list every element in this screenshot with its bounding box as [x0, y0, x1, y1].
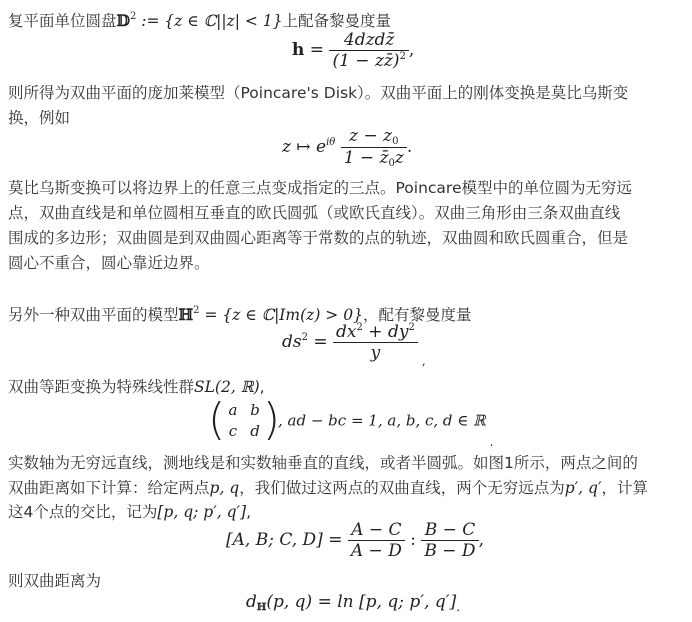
- math-sup: 2: [129, 11, 137, 22]
- fraction: [421, 520, 478, 561]
- math-sub: 0: [388, 158, 395, 169]
- left-paren: (: [208, 394, 226, 445]
- equation-hyperbolic-distance: [246, 592, 460, 614]
- paragraph-mobius-properties: 莫比乌斯变换可以将边界上的任意三点变成指定的三点。Poincare模型中的单位圆为无穷远: [8, 179, 632, 197]
- paragraph-mobius-properties-3: 围成的多边形；双曲圆是到双曲圆心距离等于常数的点的轨迹，双曲圆和欧氏圆重合，但是: [8, 229, 629, 247]
- matrix-entry-c: c: [228, 422, 238, 440]
- fraction-denominator: [341, 147, 407, 169]
- math-punct: .: [406, 137, 413, 157]
- math-halfplane-symbol: ℍ: [178, 305, 194, 324]
- equation-cross-ratio: [226, 520, 484, 561]
- paragraph-isometry: [8, 376, 265, 398]
- math-colon: :: [404, 530, 422, 550]
- matrix-row: [222, 400, 266, 421]
- math-d: d: [246, 592, 257, 612]
- matrix-row: [222, 421, 266, 442]
- math-punct: .: [456, 600, 461, 614]
- equation-halfplane-metric: [282, 322, 426, 368]
- text: ,: [246, 503, 251, 521]
- math-num-mid: + dy: [362, 322, 409, 342]
- math-sup: 2: [193, 305, 200, 316]
- matrix: [208, 394, 280, 445]
- equation-disk-metric: [292, 30, 414, 71]
- fraction-denominator: A − D: [348, 540, 405, 561]
- math-punct: .: [489, 434, 494, 449]
- math-punct: ,: [478, 530, 484, 550]
- math-pq-prime: p′, q′: [564, 479, 602, 497]
- fraction-numerator: A − C: [351, 520, 402, 540]
- fraction: [329, 30, 408, 71]
- math-sub: 0: [392, 136, 399, 147]
- fraction: [348, 520, 405, 561]
- fraction-numerator: 4dzdz̄: [343, 30, 395, 50]
- math-sl2r: SL(2, ℝ): [194, 378, 260, 396]
- text: ,: [259, 378, 265, 396]
- fraction-denominator: B − D: [421, 540, 478, 561]
- fraction-numerator: B − C: [424, 520, 476, 540]
- paragraph-mobius-properties-2: 点，双曲直线是和单位圆相互垂直的欧氏圆弧（或欧氏直线）。双曲三角形由三条双曲直线: [8, 204, 621, 222]
- text: ，配有黎曼度量: [362, 306, 472, 324]
- math-h: h: [292, 40, 305, 60]
- math-sup: 2: [408, 322, 415, 333]
- math-sup: 2: [356, 322, 363, 333]
- math-sup: 2: [301, 332, 308, 343]
- math-equals: =: [307, 332, 334, 352]
- text: 上配备黎曼度量: [282, 12, 392, 30]
- equation-matrix: [208, 394, 494, 449]
- text: 另外一种双曲平面的模型: [8, 306, 179, 324]
- math-num: dx: [336, 322, 357, 342]
- math-disk-symbol: 𝔻: [116, 11, 130, 30]
- math-sup: iθ: [326, 137, 336, 148]
- math-den: (1 − zz̄): [332, 51, 400, 71]
- fraction-numerator: [341, 126, 407, 147]
- math-pq: p, q: [209, 479, 240, 497]
- text: ，我们做过这两点的双曲直线，两个无穷远点为: [239, 479, 565, 497]
- paragraph-distance: 实数轴为无穷远直线，测地线是和实数轴垂直的直线，或者半圆弧。如图1所示，两点之间的: [8, 454, 638, 472]
- paragraph-disk-model: [8, 6, 391, 32]
- math-sup: 2: [399, 51, 406, 62]
- fraction-denominator: [329, 50, 408, 71]
- math-punct: ,: [408, 40, 415, 60]
- matrix-entry-d: d: [250, 422, 260, 440]
- fraction-numerator: [333, 322, 418, 342]
- paragraph-distance-2: [8, 477, 648, 499]
- paragraph-poincare: 则所得为双曲平面的庞加莱模型（Poincare's Disk）。双曲平面上的刚体变换是莫比乌斯变: [8, 84, 629, 102]
- matrix-entry-a: a: [228, 401, 238, 419]
- math-sub: ℍ: [256, 602, 267, 613]
- paragraph-mobius-properties-4: 圆心不重合，圆心靠近边界。: [8, 254, 210, 272]
- equation-mobius: [282, 126, 412, 169]
- math-equals: =: [304, 40, 330, 60]
- fraction: [333, 322, 418, 363]
- math-distance-expr: (p, q) = ln [p, q; p′, q′]: [266, 592, 457, 612]
- right-paren: ): [262, 394, 280, 445]
- math-disk-set: := {z ∈ ℂ||z| < 1}: [136, 12, 283, 30]
- text: 复平面单位圆盘: [8, 12, 117, 30]
- text: 双曲距离如下计算：给定两点: [8, 479, 210, 497]
- math-den-tail: z: [394, 148, 404, 168]
- paragraph-distance-3: [8, 501, 251, 523]
- math-den: 1 − z̄: [343, 148, 389, 168]
- math-halfplane-set: = {z ∈ ℂ|Im(z) > 0}: [199, 306, 363, 324]
- math-cross-ratio: [p, q; p′, q′]: [157, 503, 247, 521]
- math-lhs: [A, B; C, D] =: [226, 530, 348, 550]
- fraction: [341, 126, 407, 169]
- text: 这4个点的交比，记为: [8, 503, 158, 521]
- paragraph-distance-formula: 则双曲距离为: [8, 572, 102, 590]
- text: ，计算: [601, 479, 648, 497]
- math-ds: ds: [282, 332, 302, 352]
- matrix-entry-b: b: [250, 401, 260, 419]
- math-map: z ↦ e: [282, 137, 327, 157]
- text: 双曲等距变换为特殊线性群: [8, 378, 195, 396]
- paragraph-poincare-cont: 换，例如: [8, 109, 71, 127]
- fraction-denominator: y: [333, 342, 418, 363]
- math-punct: ,: [421, 354, 426, 368]
- math-num: z − z: [349, 126, 393, 146]
- math-conditions: , ad − bc = 1, a, b, c, d ∈ ℝ: [278, 411, 486, 430]
